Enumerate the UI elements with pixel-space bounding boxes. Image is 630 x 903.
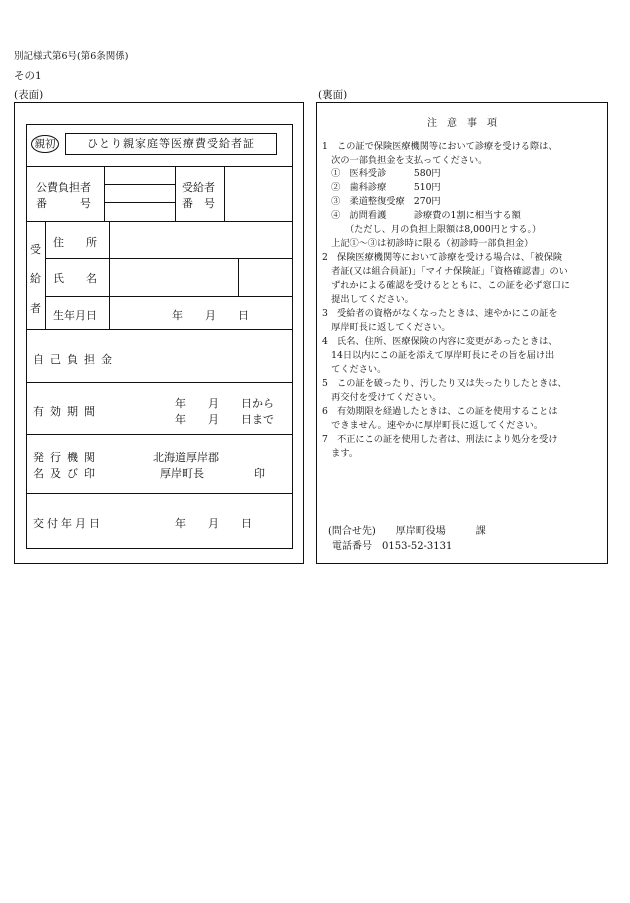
name-label: 氏 名 — [53, 272, 97, 285]
issuer-line-2: 厚岸町長 — [160, 467, 204, 480]
copay-label: 自己負担金 — [33, 353, 118, 366]
payer-number-label: 公費負担者 — [36, 181, 91, 194]
seal-mark: 印 — [254, 467, 265, 480]
issuer-label: 発行機関 — [33, 451, 101, 464]
issuer-line-1: 北海道厚岸郡 — [153, 451, 219, 464]
recipient-group-char-2: 給 — [30, 272, 41, 285]
notice-line: 提出してください。 — [322, 294, 414, 305]
validity-from: 年 月 日から — [175, 397, 274, 410]
notice-line: ② 歯科診療 510円 — [322, 182, 441, 193]
notice-line: 次の一部負担金を支払ってください。 — [322, 155, 488, 166]
front-label: (表面) — [14, 89, 44, 101]
shin-badge: 親初 — [31, 135, 59, 153]
notice-line: （ただし、月の負担上限額は8,000円とする。） — [322, 224, 542, 235]
dob-value: 年 月 日 — [172, 309, 249, 322]
notice-line: 14日以内にこの証を添えて厚岸町長にその旨を届け出 — [322, 350, 555, 361]
card-title: ひとり親家庭等医療費受給者証 — [65, 133, 277, 155]
payer-number-label-2: 番 号 — [36, 197, 91, 210]
notice-line: 5 この証を破ったり、汚したり又は失ったりしたときは、 — [322, 378, 567, 389]
notice-line: 6 有効期限を経過したときは、この証を使用することは — [322, 406, 558, 417]
issue-date-value: 年 月 日 — [175, 517, 252, 530]
notice-line: ③ 柔道整復受療 270円 — [322, 196, 441, 207]
issue-date-label: 交付年月日 — [33, 517, 103, 530]
address-label: 住 所 — [53, 236, 97, 249]
notice-line: てください。 — [322, 364, 387, 375]
form-label: 別記様式第6号(第6条関係) — [14, 51, 129, 62]
validity-to: 年 月 日まで — [175, 413, 274, 426]
contact-line-2: 電話番号 0153-52-3131 — [332, 541, 453, 552]
notice-line: 1 この証で保険医療機関等において診療を受ける際は、 — [322, 141, 558, 152]
recipient-number-label: 受給者 — [182, 181, 215, 194]
validity-label: 有効期間 — [33, 405, 101, 418]
notice-line: 厚岸町長に返してください。 — [322, 322, 451, 333]
notice-line: ずれかによる確認を受けるとともに、この証を必ず窓口に — [322, 280, 571, 291]
notice-line: ① 医科受診 580円 — [322, 168, 441, 179]
recipient-number-label-2: 番 号 — [182, 197, 215, 210]
recipient-group-char-3: 者 — [30, 302, 41, 315]
notice-line: 者証(又は組合員証)」「マイナ保険証」「資格確認書」のい — [322, 266, 568, 277]
contact-line-1: (問合せ先) 厚岸町役場 課 — [328, 526, 486, 537]
notice-line: できません。速やかに厚岸町長に返してください。 — [322, 420, 544, 431]
back-label: (裏面) — [318, 89, 348, 101]
recipient-group-char-1: 受 — [30, 243, 41, 256]
notice-line: 2 保険医療機関等において診療を受ける場合は、「被保険 — [322, 252, 563, 263]
issuer-label-2: 名及び印 — [33, 467, 101, 480]
part-label: その1 — [14, 70, 42, 82]
notice-line: ④ 訪問看護 診療費の1割に相当する額 — [322, 210, 521, 221]
notice-line: 3 受給者の資格がなくなったときは、速やかにこの証を — [322, 308, 558, 319]
back-heading: 注 意 事 項 — [427, 118, 497, 129]
notice-line: 4 氏名、住所、医療保険の内容に変更があったときは、 — [322, 336, 558, 347]
notice-line: 上記①～③は初診時に限る（初診時一部負担金） — [322, 238, 534, 249]
notice-line: 7 不正にこの証を使用した者は、刑法により処分を受け — [322, 434, 558, 445]
notice-line: ます。 — [322, 448, 359, 459]
dob-label: 生年月日 — [53, 309, 97, 322]
notice-line: 再交付を受けてください。 — [322, 392, 442, 403]
